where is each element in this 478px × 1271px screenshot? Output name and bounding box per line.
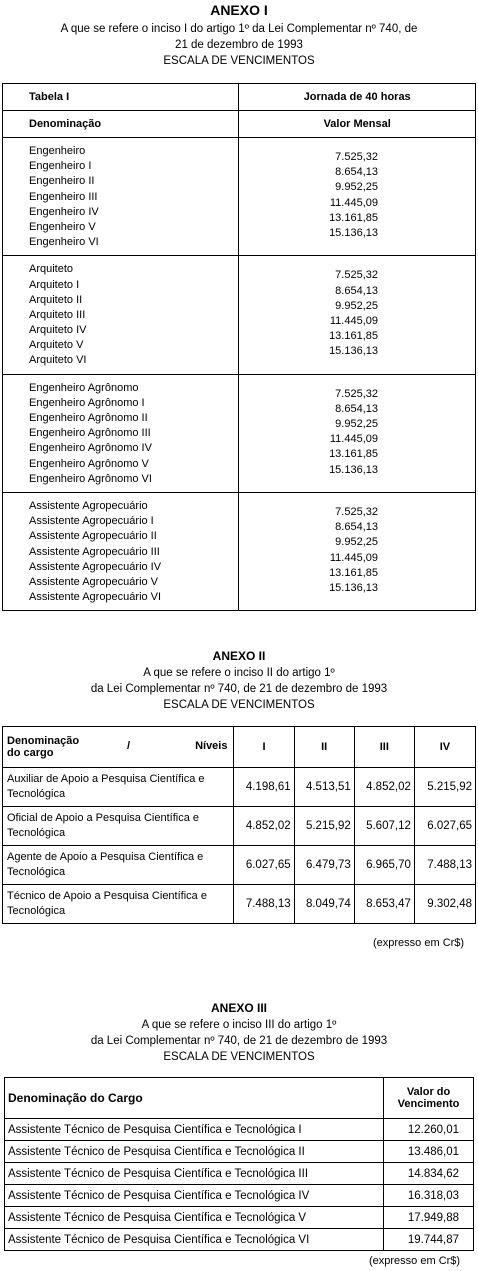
anexo2-value: 5.215,92 (414, 768, 475, 807)
anexo2-row (3, 846, 476, 885)
anexo1-subtitle-line1: A que se refere o inciso I do artigo 1º da Lei Complementar nº 740, de (60, 23, 418, 35)
anexo1-item-name: Arquiteto IV (29, 324, 87, 337)
anexo1-item-name: Arquiteto III (29, 308, 86, 321)
anexo1-item-name: Assistente Agropecuário V (29, 575, 159, 588)
anexo1-item-name: Assistente Agropecuário VI (29, 591, 162, 604)
anexo3-header-valor-line2: Vencimento (397, 1098, 460, 1110)
anexo1-item-value: 15.136,13 (329, 345, 378, 358)
anexo1-item-value: 11.445,09 (329, 433, 378, 446)
anexo1-title: ANEXO I (210, 2, 268, 18)
anexo1-item-name: Engenheiro Agrônomo III (29, 427, 151, 440)
anexo1-item-name: Engenheiro V (29, 220, 96, 233)
anexo3-cargo: Assistente Técnico de Pesquisa Científica e Tecnológica IV (5, 1185, 384, 1207)
anexo1-group-name: Assistente Agropecuário (29, 499, 148, 512)
anexo2-subtitle-line2: da Lei Complementar nº 740, de 21 de dezembro de 1993 (90, 683, 388, 695)
anexo2-row (3, 807, 476, 846)
anexo3-row (5, 1207, 474, 1229)
anexo3-row (5, 1185, 474, 1207)
anexo1-item-value: 8.654,13 (335, 521, 378, 534)
anexo1-item-value: 8.654,13 (335, 166, 378, 179)
anexo1-item-name: Engenheiro Agrônomo VI (29, 472, 152, 485)
anexo2-level-III: III (354, 727, 414, 768)
anexo3-cargo: Assistente Técnico de Pesquisa Científica e Tecnológica V (5, 1207, 384, 1229)
anexo1-item-value: 7.525,32 (335, 505, 378, 518)
anexo3-cargo: Assistente Técnico de Pesquisa Científica e Tecnológica II (5, 1141, 384, 1163)
anexo1-header-tabela: Tabela I (3, 84, 239, 111)
anexo1-item-value: 13.161,85 (329, 566, 378, 579)
anexo1-item-value: 13.161,85 (329, 330, 378, 343)
anexo1-group-name: Engenheiro (29, 145, 86, 157)
anexo3-valor: 19.744,87 (384, 1229, 474, 1251)
anexo1-header-valor: Valor Mensal (239, 111, 476, 138)
anexo2-value: 4.198,61 (234, 768, 294, 807)
anexo3-valor: 13.486,01 (384, 1141, 474, 1163)
anexo2-value: 4.852,02 (234, 807, 294, 846)
anexo1-item-value: 15.136,13 (329, 463, 378, 476)
anexo1-item-value: 8.654,13 (335, 402, 378, 415)
anexo2-value: 4.513,51 (294, 768, 354, 807)
anexo3-title: ANEXO III (210, 1001, 267, 1015)
anexo2-row (3, 885, 476, 924)
anexo2-table (2, 726, 476, 924)
anexo2-subtitle-line1: A que se refere o inciso II do artigo 1º (143, 667, 335, 679)
anexo1-item-name: Assistente Agropecuário III (29, 545, 160, 558)
anexo1-group-values (239, 492, 476, 610)
anexo1-item-name: Engenheiro Agrônomo I (29, 396, 145, 409)
anexo1-item-name: Engenheiro Agrônomo IV (29, 442, 152, 455)
anexo1-item-name: Engenheiro II (29, 175, 95, 188)
anexo1-item-value: 9.952,25 (335, 418, 378, 430)
anexo2-cargo: Agente de Apoio a Pesquisa Científica e Tecnológica (3, 846, 234, 885)
anexo2-level-II: II (294, 727, 354, 768)
anexo1-header-jornada: Jornada de 40 horas (239, 84, 476, 111)
anexo2-header-denom-line2: do cargo (7, 747, 54, 759)
anexo2-value: 4.852,02 (354, 768, 414, 807)
anexo2-value: 5.607,12 (354, 807, 414, 846)
anexo3-subtitle-line3: ESCALA DE VENCIMENTOS (163, 1051, 315, 1063)
anexo1-item-name: Arquiteto VI (29, 354, 87, 367)
anexo1-group-names (3, 492, 239, 610)
anexo3-subtitle-line2: da Lei Complementar nº 740, de 21 de dezembro de 1993 (90, 1035, 388, 1047)
anexo3-row (5, 1141, 474, 1163)
anexo1-item-name: Engenheiro Agrônomo V (29, 457, 149, 470)
anexo3-row (5, 1229, 474, 1251)
anexo2-header-denominacao (3, 727, 234, 768)
anexo2-value: 5.215,92 (294, 807, 354, 846)
anexo1-header-denominacao: Denominação (3, 111, 239, 138)
anexo2-value: 6.027,65 (414, 807, 475, 846)
anexo2-value: 7.488,13 (234, 885, 294, 924)
anexo1-group-row (3, 256, 476, 374)
anexo1-group-values (239, 374, 476, 492)
anexo2-title: ANEXO II (212, 649, 266, 663)
anexo1-item-name: Assistente Agropecuário IV (29, 560, 162, 573)
anexo2-level-IV: IV (414, 727, 475, 768)
anexo1-item-value: 7.525,32 (335, 387, 378, 400)
anexo1-item-value: 13.161,85 (329, 211, 378, 224)
anexo2-value: 8.049,74 (294, 885, 354, 924)
anexo1-group-names (3, 374, 239, 492)
anexo1-group-row (3, 138, 476, 256)
anexo1-table (2, 83, 476, 611)
anexo3-cargo: Assistente Técnico de Pesquisa Científica e Tecnológica VI (5, 1229, 384, 1251)
anexo1-group-row (3, 492, 476, 610)
anexo1-item-name: Engenheiro IV (29, 205, 99, 218)
anexo1-group-names (3, 256, 239, 374)
anexo2-level-I: I (234, 727, 294, 768)
anexo3-valor: 14.834,62 (384, 1163, 474, 1185)
anexo1-item-value: 15.136,13 (329, 581, 378, 594)
anexo2-value: 8.653,47 (354, 885, 414, 924)
anexo1-item-name: Engenheiro III (29, 190, 98, 203)
anexo1-item-value: 11.445,09 (329, 551, 378, 564)
anexo1-group-values (239, 138, 476, 256)
anexo1-item-name: Arquiteto V (29, 339, 84, 352)
anexo3-valor: 16.318,03 (384, 1185, 474, 1207)
anexo1-item-name: Assistente Agropecuário II (29, 530, 157, 543)
anexo1-item-value: 8.654,13 (335, 284, 378, 297)
anexo1-item-value: 7.525,32 (335, 269, 378, 282)
anexo3-row (5, 1163, 474, 1185)
anexo2-value: 7.488,13 (414, 846, 475, 885)
anexo3-subtitle-line1: A que se refere o inciso III do artigo 1º (141, 1019, 337, 1031)
anexo1-item-value: 9.952,25 (335, 299, 378, 312)
anexo2-cargo: Técnico de Apoio a Pesquisa Científica e Tecnológica (3, 885, 234, 924)
anexo1-item-name: Assistente Agropecuário I (29, 515, 154, 528)
anexo3-note: (expresso em Cr$) (369, 1255, 461, 1267)
anexo1-group-row (3, 374, 476, 492)
anexo3-table (4, 1077, 474, 1251)
anexo1-group-values (239, 256, 476, 374)
anexo1-group-name: Engenheiro Agrônomo (29, 381, 139, 394)
anexo1-item-value: 13.161,85 (329, 448, 378, 461)
anexo2-value: 6.027,65 (234, 846, 294, 885)
anexo3-header-valor-line1: Valor do (406, 1086, 451, 1098)
anexo1-subtitle-line3: ESCALA DE VENCIMENTOS (163, 55, 315, 67)
anexo1-item-name: Engenheiro I (29, 160, 92, 173)
anexo3-header-cargo: Denominação do Cargo (5, 1078, 384, 1119)
anexo1-item-value: 7.525,32 (335, 151, 378, 163)
anexo1-item-name: Arquiteto I (29, 278, 80, 291)
anexo1-group-names (3, 138, 239, 256)
anexo1-item-value: 9.952,25 (335, 536, 378, 549)
anexo1-item-name: Engenheiro VI (29, 236, 99, 249)
anexo2-header-niveis: Níveis (195, 740, 228, 752)
anexo3-row (5, 1119, 474, 1141)
anexo2-cargo: Oficial de Apoio a Pesquisa Científica e Tecnológica (3, 807, 234, 846)
anexo2-value: 6.479,73 (294, 846, 354, 885)
anexo3-valor: 17.949,88 (384, 1207, 474, 1229)
anexo1-item-value: 11.445,09 (329, 314, 378, 327)
anexo2-header-slash: / (127, 740, 131, 752)
anexo2-value: 6.965,70 (354, 846, 414, 885)
anexo3-header-valor (384, 1078, 474, 1119)
anexo3-valor: 12.260,01 (384, 1119, 474, 1141)
anexo1-item-value: 9.952,25 (335, 181, 378, 194)
anexo3-cargo: Assistente Técnico de Pesquisa Científica e Tecnológica III (5, 1163, 384, 1185)
anexo2-cargo: Auxiliar de Apoio a Pesquisa Científica e Tecnológica (3, 768, 234, 807)
anexo2-note: (expresso em Cr$) (373, 937, 465, 949)
anexo1-item-value: 11.445,09 (329, 196, 378, 209)
anexo1-item-name: Engenheiro Agrônomo II (29, 412, 148, 424)
anexo2-row (3, 768, 476, 807)
anexo1-group-name: Arquiteto (29, 263, 74, 276)
anexo1-item-value: 15.136,13 (329, 226, 378, 239)
anexo3-cargo: Assistente Técnico de Pesquisa Científica e Tecnológica I (5, 1119, 384, 1141)
anexo2-subtitle-line3: ESCALA DE VENCIMENTOS (163, 699, 315, 711)
anexo2-value: 9.302,48 (414, 885, 475, 924)
anexo1-item-name: Arquiteto II (29, 293, 83, 306)
anexo1-subtitle-line2: 21 de dezembro de 1993 (175, 39, 303, 51)
anexo2-header-denom-line1: Denominação (7, 735, 80, 747)
